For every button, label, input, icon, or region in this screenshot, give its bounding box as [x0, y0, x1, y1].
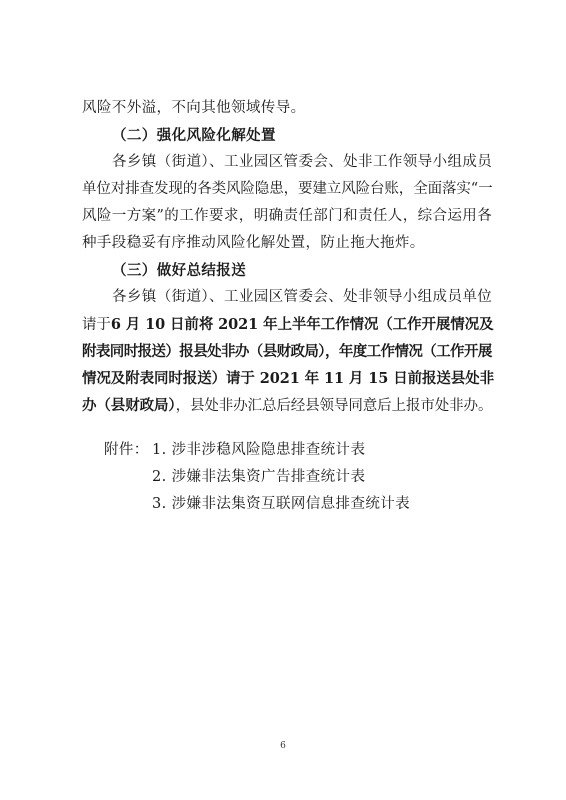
attachment-row — [82, 464, 494, 491]
section-heading-2: （二）强化风险化解处置 — [112, 127, 276, 144]
attachment-item: 3. 涉嫌非法集资互联网信息排查统计表 — [152, 496, 411, 512]
section-heading-3: （三）做好总结报送 — [112, 262, 247, 279]
paragraph-line: 情况及附表同时报送）请于 2021 年 11 月 15 日前报送县处非 — [82, 370, 494, 387]
attachment-item: 1. 涉非涉稳风险隐患排查统计表 — [152, 442, 366, 458]
paragraph-line: 各乡镇（街道）、工业园区管委会、处非领导小组成员单位 — [112, 289, 493, 305]
paragraph-line: 附表同时报送）报县处非办（县财政局），年度工作情况（工作开展 — [82, 343, 492, 360]
paragraph-text: ，县处非办汇总后经县领导同意后上报市处非办。 — [175, 398, 493, 414]
paragraph-line — [82, 392, 494, 419]
attachment-row — [82, 437, 494, 464]
paragraph-text: 请于 — [82, 317, 111, 333]
spacer — [82, 419, 494, 437]
paragraph-line: 单位对排查发现的各类风险隐患，要建立风险台账，全面落实“一 — [82, 181, 493, 197]
attachment-label: 附件： — [104, 442, 149, 458]
document-body — [82, 95, 494, 518]
paragraph-line: 各乡镇（街道）、工业园区管委会、处非工作领导小组成员 — [112, 154, 493, 170]
paragraph-line: 种手段稳妥有序推动风险化解处置，防止拖大拖炸。 — [82, 235, 425, 251]
paragraph-continuation: 风险不外溢，不向其他领域传导。 — [82, 100, 306, 116]
paragraph-line — [82, 311, 494, 338]
page-number: 6 — [280, 741, 286, 751]
paragraph-line: 风险一方案”的工作要求，明确责任部门和责任人，综合运用各 — [82, 208, 493, 224]
attachment-item: 2. 涉嫌非法集资广告排查统计表 — [152, 469, 366, 485]
paragraph-bold-text: 6 月 10 日前将 2021 年上半年工作情况（工作开展情况及 — [110, 316, 494, 333]
paragraph-bold-text: 办（县财政局） — [82, 397, 176, 414]
attachment-row — [82, 491, 494, 518]
